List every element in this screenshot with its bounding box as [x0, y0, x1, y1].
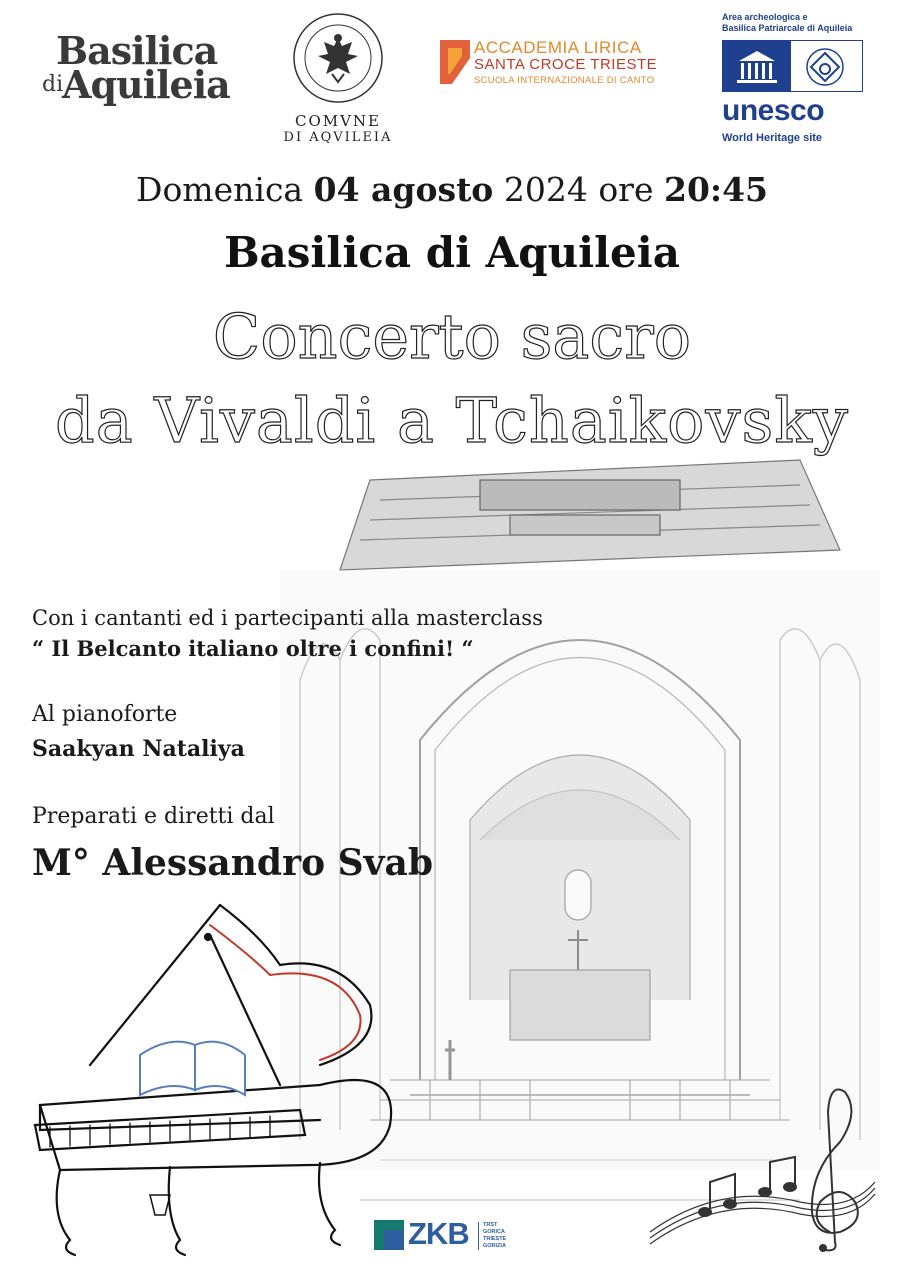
- masterclass-title: “ Il Belcanto italiano oltre i confini! “: [32, 636, 474, 661]
- event-date-line: [0, 170, 904, 209]
- zkb-mark-front: [384, 1230, 404, 1250]
- basilica-logo-line3: Aquileia: [62, 62, 230, 107]
- comune-aquileia-logo: [278, 12, 398, 152]
- basilica-aquileia-logo: [40, 28, 230, 108]
- grand-piano-illustration: [20, 895, 410, 1265]
- pianist-name: Saakyan Nataliya: [32, 736, 245, 762]
- unesco-wordmark: unesco: [722, 94, 825, 127]
- accademia-mark-icon: [440, 40, 470, 84]
- accademia-line1: ACCADEMIA LIRICA: [474, 38, 642, 57]
- treble-clef-notes-icon: [640, 1062, 880, 1252]
- basilica-logo-line2: di: [42, 72, 64, 97]
- event-time: 20:45: [663, 170, 769, 209]
- zkb-side-line3: TRIESTE: [483, 1236, 507, 1242]
- eagle-seal-icon: [292, 12, 384, 104]
- accademia-lirica-logo: [440, 38, 670, 92]
- zkb-wordmark: ZKB: [408, 1216, 469, 1251]
- unesco-temple-panel: [723, 41, 791, 91]
- prepared-label: Preparati e diretti dal: [32, 804, 275, 829]
- world-heritage-emblem-icon: [805, 47, 845, 87]
- unesco-logo: [722, 12, 872, 152]
- unesco-site-label: World Heritage site: [722, 132, 823, 144]
- unesco-emblem-box: [722, 40, 863, 92]
- zkb-sponsor-logo: [374, 1218, 534, 1254]
- event-day: Domenica: [135, 170, 304, 209]
- zkb-side-line4: GORIZIA: [483, 1243, 506, 1249]
- unesco-temple-icon: [723, 41, 791, 91]
- concert-title-line2: da Vivaldi a Tchaikovsky: [55, 384, 849, 457]
- piano-label: Al pianoforte: [32, 702, 178, 727]
- performers-intro: Con i cantanti ed i partecipanti alla masterclass: [32, 606, 543, 630]
- unesco-top-line2: Basilica Patriarcale di Aquileia: [722, 23, 853, 33]
- basilica-logo-line1: Basilica: [56, 28, 218, 73]
- event-date: 04 agosto: [313, 170, 494, 209]
- event-ore: ore: [598, 170, 654, 209]
- zkb-side-line1: TRST: [483, 1222, 498, 1228]
- comune-line1: COMVNE: [294, 112, 382, 130]
- event-venue: Basilica di Aquileia: [224, 228, 680, 277]
- comune-line2: DI AQVILEIA: [283, 130, 393, 145]
- director-name: M° Alessandro Svab: [32, 842, 434, 884]
- accademia-line3: SCUOLA INTERNAZIONALE DI CANTO: [474, 75, 655, 86]
- unesco-top-line1: Area archeologica e: [722, 12, 808, 22]
- concert-title-line1: Concerto sacro: [212, 300, 692, 373]
- event-year: 2024: [503, 170, 588, 209]
- zkb-side-line2: GORICA: [483, 1229, 505, 1235]
- zkb-side-text: [478, 1222, 506, 1250]
- accademia-line2: SANTA CROCE TRIESTE: [474, 56, 658, 73]
